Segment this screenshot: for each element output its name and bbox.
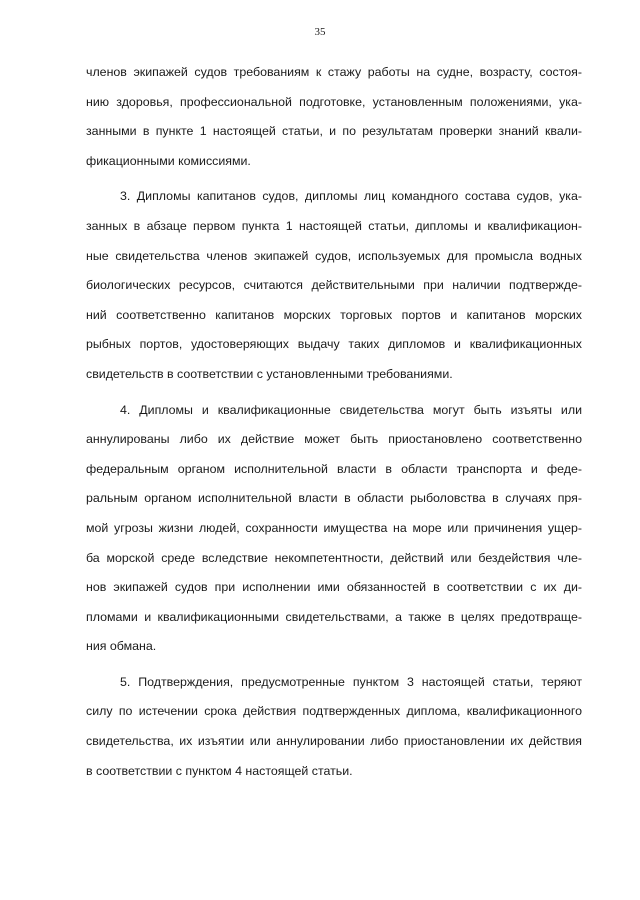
text-line: 4. Дипломы и квалификационные свидетельства могут быть изъяты или bbox=[120, 402, 582, 417]
document-body bbox=[86, 58, 582, 786]
page-number: 35 bbox=[314, 26, 326, 38]
text-line: ральным органом исполнительной власти в области рыболовства в случаях пря- bbox=[86, 491, 582, 506]
text-line: ния обмана. bbox=[86, 639, 157, 654]
text-line: нов экипажей судов при исполнении ими обязанностей в соответствии с их ди- bbox=[86, 580, 582, 595]
text-line: ные свидетельства членов экипажей судов, используемых для промысла водных bbox=[86, 248, 582, 263]
paragraph-3 bbox=[86, 182, 582, 389]
paragraph-5 bbox=[86, 668, 582, 786]
text-line: биологических ресурсов, считаются действительными при наличии подтвержде- bbox=[86, 278, 582, 293]
paragraph-continuation bbox=[86, 58, 582, 176]
paragraph-4 bbox=[86, 396, 582, 662]
text-line: свидетельства, их изъятии или аннулировании либо приостановлении их действия bbox=[86, 734, 582, 749]
text-line: в соответствии с пунктом 4 настоящей статьи. bbox=[86, 763, 353, 778]
text-line: аннулированы либо их действие может быть приостановлено соответственно bbox=[86, 432, 582, 447]
text-line: занными в пункте 1 настоящей статьи, и по результатам проверки знаний квали- bbox=[86, 124, 582, 139]
text-line: 5. Подтверждения, предусмотренные пунктом 3 настоящей статьи, теряют bbox=[120, 674, 582, 689]
text-line: рыбных портов, удостоверяющих выдачу таких дипломов и квалификационных bbox=[86, 337, 582, 352]
text-line: занных в абзаце первом пункта 1 настоящей статьи, дипломы и квалификацион- bbox=[86, 218, 582, 233]
text-line: членов экипажей судов требованиям к стажу работы на судне, возрасту, состоя- bbox=[86, 65, 582, 79]
text-line: силу по истечении срока действия подтвержденных диплома, квалификационного bbox=[86, 704, 582, 719]
text-line: 3. Дипломы капитанов судов, дипломы лиц командного состава судов, ука- bbox=[120, 189, 582, 204]
text-line: нию здоровья, профессиональной подготовке, установленным положениями, ука- bbox=[86, 94, 582, 109]
text-line: свидетельств в соответствии с установленными требованиями. bbox=[86, 366, 453, 381]
text-line: пломами и квалификационными свидетельствами, а также в целях предотвраще- bbox=[86, 609, 582, 624]
text-line: ба морской среде вследствие некомпетентности, действий или бездействия чле- bbox=[86, 550, 582, 565]
text-line: ний соответственно капитанов морских торговых портов и капитанов морских bbox=[86, 307, 582, 322]
text-line: фикационными комиссиями. bbox=[86, 153, 251, 168]
text-line: федеральным органом исполнительной власти в области транспорта и феде- bbox=[86, 461, 582, 476]
text-line: мой угрозы жизни людей, сохранности имущества на море или причинения ущер- bbox=[86, 520, 582, 535]
